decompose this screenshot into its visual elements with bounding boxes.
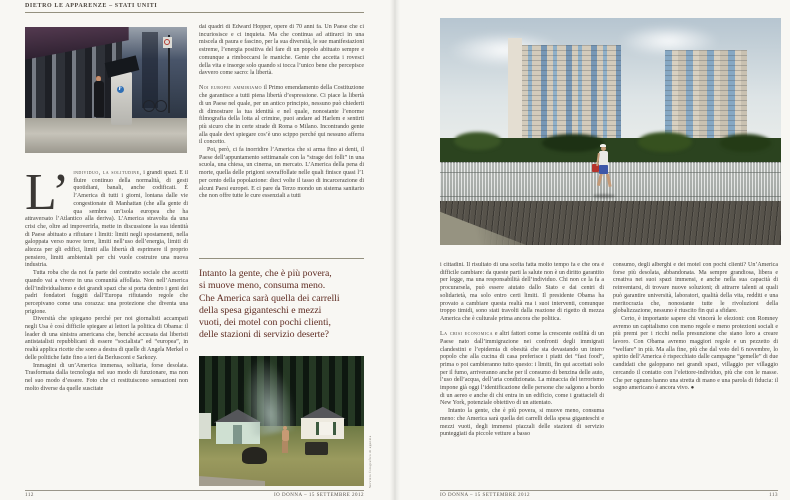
camp-gear bbox=[305, 442, 328, 455]
pull-quote bbox=[199, 268, 367, 344]
tree-canopy bbox=[720, 134, 771, 152]
article-column-1 bbox=[25, 170, 188, 432]
section-kicker: DIETRO LE APPARENZE – STATI UNITI bbox=[25, 3, 158, 9]
cabin-door bbox=[233, 425, 242, 444]
body-paragraph: i cittadini. Il risultato di una scelta fatta molto tempo fa e che ora è difficile cambiare: da queste parti la salute non è un diritto garantito per legge, ma una responsabilità dell’individuo. Chi non ce la fa a procurarsela, può essere aiutato dallo Stato e dai centri di solidarietà, ma solo entro certi limiti. Il presidente Obama ha provato a cambiare questa realtà ma i suoi interventi, comunque troppo timidi, sono stati travolti dalla reazione di rigetto di mezza America che è culturale prima ancora che politica. bbox=[440, 262, 604, 322]
body-paragraph: Intanto la gente, che è più povera, si muove meno, consuma meno: che America sarà quella dei carrelli della spesa giganteschi e mezzi vuoti, degli immensi piazzali delle stazioni di servizio punteggiati da piccole vetture a basso bbox=[440, 408, 604, 438]
article-column-4 bbox=[613, 262, 778, 490]
smallcaps-lead: La crisi economica bbox=[440, 331, 493, 338]
parking-sign-letter: P bbox=[118, 87, 122, 93]
pull-quote-line: Intanto la gente, che è più povera, bbox=[199, 268, 332, 279]
footline-right: IO DONNA – 15 SETTEMBRE 2012 bbox=[440, 492, 530, 498]
walker-head bbox=[601, 146, 606, 151]
page-gutter bbox=[390, 0, 400, 500]
walker-shadow bbox=[593, 194, 615, 198]
distant-building bbox=[142, 32, 158, 108]
tree-canopy bbox=[638, 132, 693, 152]
pull-quote-line: si muove meno, consuma meno. bbox=[199, 280, 326, 292]
kicker-rule bbox=[25, 12, 364, 13]
cabin-roof bbox=[300, 407, 346, 419]
body-paragraph: Immagini di un’America immensa, solitaria, forse desolata. Trasformata dalla tecnologia nel suo modo di funzionare, ma non nel suo modo d’essere. Foto che ci restituiscono sensazioni non molto diverse da quelle suscitate bbox=[25, 362, 188, 392]
tower-slim bbox=[508, 38, 522, 147]
footer-rule-left bbox=[25, 490, 364, 491]
bicycle-wheel bbox=[155, 100, 167, 112]
tower-floor-lines bbox=[522, 45, 621, 147]
smallcaps-lead: individuo, la solitudine, bbox=[73, 170, 142, 176]
no-parking-symbol bbox=[164, 39, 170, 45]
body-paragraph: dai quadri di Edward Hopper, opere di 70 anni fa. Un Paese che ci incuriosisce e ci inquieta. Ma che continua ad attirarci in una miscela di paura e fascino, per la sua diversità, le sue manifestazioni estreme, l’energia positiva del fare di un popolo abituato sempre e comunque a rimboccarsi le maniche. Gente che accetta i rovesci della vita e insorge solo quando si tocca l’unico bene che percepisce davvero come sacro: la libertà. bbox=[199, 24, 364, 77]
no-parking-sign bbox=[163, 37, 172, 48]
body-paragraph: Noi europei ammiriamo il Primo emendamento della Costituzione che garantisce a tutti piena libertà d’espressione. Ci piace la libertà di un Paese nel quale, per un antico principio, nessuno può chiederti di dimostrare la tua identità e nel quale, nonostante l’enorme filmografia della lotta al crimine, puoi andare ad Harlem e sentirti più sicuro che in certe strade di Roma o Milano. Incontrando gente alla quale devi spiegare cos’è uno scippo perché qui nessuno afferra il concetto. bbox=[199, 85, 364, 146]
folio-left: 112 bbox=[25, 492, 34, 498]
tree-canopy bbox=[542, 134, 603, 152]
pullquote-rule bbox=[199, 258, 364, 259]
body-paragraph: L’ individuo, la solitudine, i grandi spazi. E il fluire continuo della normalità, di gesti quotidiani, banali, anche codificati. È l’America di tutti i giorni, lontana dalle vie congestionate di Manhattan (che alla gente di qua sembra un’isola europea che ha attraversato l’Atlantico alla deriva). L’America stravolta da una crisi che, oltre ad impoverirla, mette in discussione la sua identità di Paese abituato a rifiutare i limiti: limiti negli spostamenti, nella galoppata verso nuove terre, limiti nell’uso dell’energia, limiti di altezza per gli edifici, limiti alla libertà di esprimere il proprio pensiero, limiti ambientali per chi vuole costruire una nuova industria. bbox=[25, 170, 188, 269]
body-paragraph: Poi, però, ci fa inorridire l’America che si arma fino ai denti, il Paese dell’appuntamento settimanale con la “strage dei folli” in una scuola, una chiesa, un cinema, un mercato. L’America della pena di morte, quella delle prigioni sovraffollate nelle quali finisce quasi l’1 per cento della popolazione: dieci volte il tasso di incarcerazione di alcuni Paesi europei. E ci pare da Terzo mondo un sistema sanitario che non offre tutte le cure essenziali a tutti bbox=[199, 147, 364, 200]
smallcaps-lead: Noi europei ammiriamo bbox=[199, 85, 262, 92]
fire-pit bbox=[242, 447, 267, 464]
body-paragraph: consumo, degli alberghi e dei motel con pochi clienti? Un’America forse più desolata, abbandonata. Ma sempre grandiosa, libera e creativa nei suoi spazi immensi, e anche nella sua capacità di reinventarsi, di trovare nuove soluzioni; di attrarre talenti ai quali può garantire università, laboratori, qualità della vita, redditi e una meritocrazia che, nonostante tutte le rivoluzioni della globalizzazione, nessuno è riuscito fin qui a sfidare. bbox=[613, 262, 778, 315]
walker-shorts bbox=[599, 165, 608, 174]
pull-quote-line: delle stazioni di servizio deserte? bbox=[199, 329, 330, 341]
camper-legs bbox=[282, 441, 288, 453]
pedestrian-suit bbox=[94, 81, 104, 117]
pull-quote-line: Che America sarà quella dei carrelli bbox=[199, 292, 340, 304]
body-paragraph: Tutta roba che da noi fa parte del contratto sociale che accetti quando vai a vivere in una comunità affollata. Non nell’America dell’individualismo e dei grandi spazi che si porta dentro i geni dei padri fondatori fuggiti dall’Europa rifiutando regole che percepivano come una corazza: una protezione che diventa una prigione. bbox=[25, 270, 188, 315]
footer-rule-right bbox=[440, 490, 778, 491]
pay-station-kiosk bbox=[111, 72, 132, 125]
cabin-window-shutters bbox=[316, 422, 336, 434]
drop-cap: L’ bbox=[25, 170, 70, 221]
fence-rail bbox=[440, 172, 781, 173]
pull-quote-line: della spesa giganteschi e mezzi bbox=[199, 304, 322, 316]
cabin-edge bbox=[199, 413, 211, 439]
body-paragraph: Certo, è importante sapere chi vincerà le elezioni: con Romney avremo un capitalismo con meno regole e meno protezioni sociali e più premi per i ricchi nella presunzione che siano loro a creare lavoro. Con Obama avremo maggiori regole e un pezzetto di “welfare” in più. Ma alla fine, più che dal voto del 6 novembre, lo spirito dell’America è rispecchiato dalle campagne “gemelle” di due candidati che galoppano nei grandi spazi, villaggio per villaggio cercando il contatto con l’elettore-individuo, più che con le masse. Che per ognuno hanno una stretta di mano e una parola di fiducia: il sogno americano è ancora vivo. ● bbox=[613, 315, 778, 392]
photo-cabins-campfire bbox=[199, 356, 364, 486]
sidewalk bbox=[25, 118, 187, 153]
photo-credit: Servizio fotografico di agenzia bbox=[368, 435, 372, 488]
camper-torso bbox=[282, 430, 289, 441]
article-column-2 bbox=[199, 24, 364, 250]
footline-left: IO DONNA – 15 SETTEMBRE 2012 bbox=[274, 492, 364, 498]
walker-cap bbox=[600, 144, 606, 147]
photo-boardwalk-towers bbox=[440, 18, 781, 245]
body-paragraph: Diversità che spiegano perché per noi giornalisti accampati negli Usa è così difficile spiegare ai lettori la politica di Obama: il leader di una sinistra americana che, benché accusata dai liberisti antistatalisti repubblicani di essere “socialista” ed “europea”, in realtà applica ricette che sono a destra di quelle di Angela Merkel o delle politiche fatte fino a ieri da Berlusconi e Sarkozy. bbox=[25, 316, 188, 361]
tree-canopy bbox=[454, 132, 502, 150]
pull-quote-line: vuoti, dei motel con pochi clienti, bbox=[199, 317, 331, 329]
cabin-right bbox=[301, 407, 344, 440]
body-paragraph: La crisi economica e altri fattori come la crescente ostilità di un Paese nato dall’immigrazione nei confronti degli immigrati clandestini e l’epidemia di obesità che sta devastando un intero popolo che alla cucina di casa preferisce i piatti dei “fast food”, prima o poi cambieranno tutto questo: i limiti, fin qui accettati solo per il fumo, arriveranno anche per il consumo di benzina delle auto, l’uso dell’acqua, dell’aria condizionata. La minaccia del terrorismo impone già oggi l’identificazione delle persone che salgono a bordo di un aereo e anche di chi entra in un edificio, come i grattacieli di New York, potenziale obiettivo di un attentato. bbox=[440, 331, 604, 407]
folio-right: 113 bbox=[769, 492, 778, 498]
photo-street-pay-station bbox=[25, 27, 187, 153]
article-column-3 bbox=[440, 262, 604, 490]
